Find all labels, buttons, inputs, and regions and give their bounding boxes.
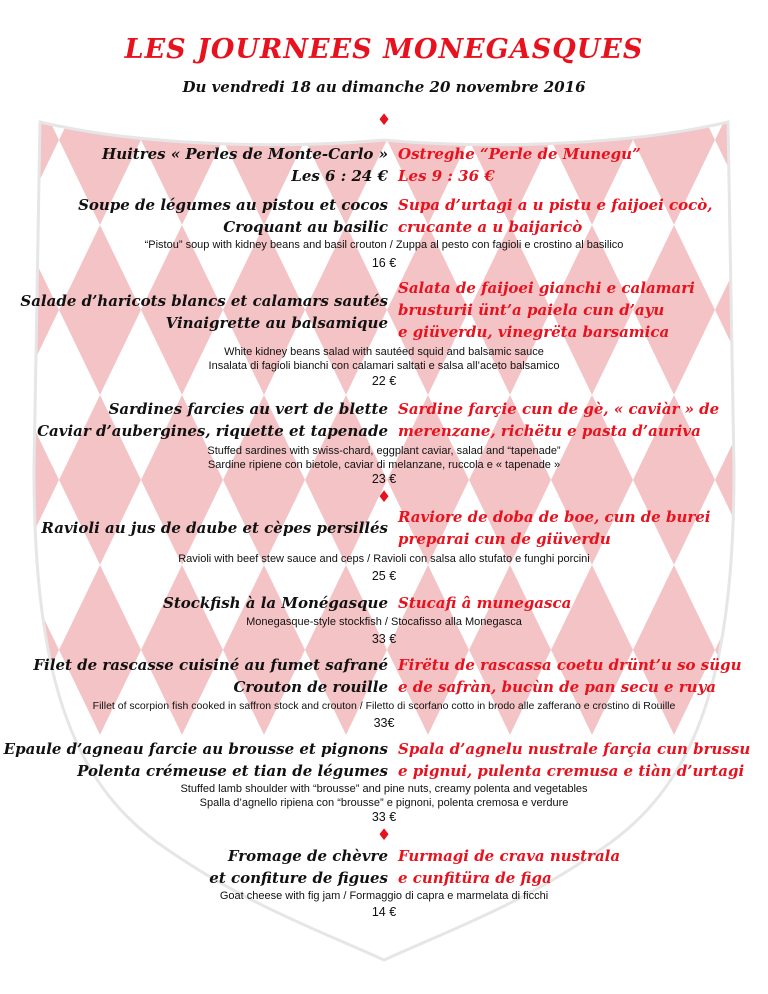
diamond-separator-icon: ♦ <box>376 110 392 129</box>
description-line: Fillet of scorpion fish cooked in saffron stock and crouton / Filetto di scorfano cotto in brodo alle zafferano e crostino di Rouille <box>92 700 676 712</box>
description-line: Stuffed sardines with swiss-chard, eggplant caviar, salad and “tapenade” <box>207 445 561 457</box>
dish-price: 23 € <box>371 472 397 486</box>
french-line: Sardines farcies au vert de blette <box>108 400 388 418</box>
french-name <box>102 143 388 187</box>
monegasque-line: e giüverdu, vinegrëta barsamica <box>398 323 670 341</box>
menu-dates: Du vendredi 18 au dimanche 20 novembre 2016 <box>182 78 586 96</box>
diamond-separator-icon: ♦ <box>376 487 392 506</box>
monegasque-line: Supa d’urtagi a u pistu e faijoei cocò, <box>398 196 713 214</box>
dish-price: 16 € <box>371 256 397 270</box>
french-name <box>33 654 388 698</box>
french-name <box>37 398 388 442</box>
french-name <box>4 738 388 782</box>
french-line: Stockfish à la Monégasque <box>163 594 388 612</box>
dish-price: 33€ <box>373 716 395 730</box>
monegasque-name <box>398 194 713 238</box>
description-line: Goat cheese with fig jam / Formaggio di capra e marmelata di ficchi <box>219 890 549 902</box>
dish-description <box>0 782 768 810</box>
monegasque-line: Firëtu de rascassa coetu drünt’u so sügu <box>398 656 742 674</box>
dish-description <box>0 889 768 903</box>
french-line: Vinaigrette au balsamique <box>165 314 388 332</box>
french-line: Les 6 : 24 € <box>291 167 388 185</box>
monegasque-line: Raviore de doba de boe, cun de burei <box>398 508 711 526</box>
french-line: Croquant au basilic <box>223 218 388 236</box>
dish-price: 22 € <box>371 374 397 388</box>
french-line: Crouton de rouille <box>233 678 388 696</box>
description-line: Stuffed lamb shoulder with “brousse” and pine nuts, creamy polenta and vegetables <box>180 783 588 795</box>
monegasque-line: preparai cun de giüverdu <box>398 530 611 548</box>
monegasque-name <box>398 845 620 889</box>
menu-title: LES JOURNEES MONEGASQUES <box>124 34 644 65</box>
dish-description <box>0 345 768 373</box>
description-line: Insalata di fagioli bianchi con calamari saltati e salsa all’aceto balsamico <box>208 360 560 372</box>
monegasque-line: e de safràn, bucùn de pan secu e ruya <box>398 678 717 696</box>
diamond-separator-icon: ♦ <box>376 825 392 844</box>
monegasque-line: Furmagi de crava nustrala <box>398 847 621 865</box>
monegasque-line: e pignui, pulenta cremusa e tiàn d’urtagi <box>398 762 745 780</box>
monegasque-name <box>398 398 719 442</box>
french-line: Ravioli au jus de daube et cèpes persillés <box>41 519 388 537</box>
monegasque-name <box>398 592 571 614</box>
monegasque-name <box>398 738 750 782</box>
dish-description <box>0 444 768 472</box>
description-line: Spalla d’agnello ripiena con “brousse” e pignoni, polenta cremosa e verdure <box>199 797 569 809</box>
dish-price: 14 € <box>371 905 397 919</box>
dish-description <box>0 699 768 713</box>
monegasque-line: brusturii ünt’a paiela cun d’ayu <box>398 301 665 319</box>
dish-description <box>0 615 768 629</box>
monegasque-name <box>398 654 742 698</box>
french-line: Epaule d’agneau farcie au brousse et pignons <box>3 740 388 758</box>
dish-price: 33 € <box>371 810 397 824</box>
monegasque-line: merenzane, richëtu e pasta d’auriva <box>398 422 701 440</box>
description-line: White kidney beans salad with sautéed squid and balsamic sauce <box>224 346 544 358</box>
french-line: et confiture de figues <box>209 869 388 887</box>
monegasque-line: Spala d’agnelu nustrale farçia cun brussu <box>398 740 751 758</box>
french-name <box>163 592 388 614</box>
french-line: Fromage de chèvre <box>227 847 388 865</box>
french-line: Caviar d’aubergines, riquette et tapenade <box>37 422 388 440</box>
monegasque-name <box>398 506 711 550</box>
french-line: Salade d’haricots blancs et calamars sautés <box>20 292 388 310</box>
monegasque-name <box>398 277 695 343</box>
french-line: Soupe de légumes au pistou et cocos <box>78 196 388 214</box>
french-line: Filet de rascasse cuisiné au fumet safrané <box>33 656 388 674</box>
monegasque-line: Les 9 : 36 € <box>398 167 495 185</box>
dish-description <box>0 552 768 566</box>
french-line: Huitres « Perles de Monte-Carlo » <box>102 145 388 163</box>
description-line: Monegasque-style stockfish / Stocafisso alla Monegasca <box>246 616 522 628</box>
dish-price: 25 € <box>371 569 397 583</box>
dish-description <box>0 238 768 252</box>
monegasque-line: Sardine farçie cun de gè, « caviàr » de <box>398 400 720 418</box>
monegasque-line: crucante a u baijaricò <box>398 218 583 236</box>
monegasque-name <box>398 143 641 187</box>
description-line: Ravioli with beef stew sauce and ceps / Ravioli con salsa allo stufato e funghi porcini <box>178 553 590 565</box>
french-line: Polenta crémeuse et tian de légumes <box>77 762 388 780</box>
description-line: “Pistou” soup with kidney beans and basil crouton / Zuppa al pesto con fagioli e crostino al basilico <box>144 239 624 251</box>
monegasque-line: Ostreghe “Perle de Munegu” <box>398 145 641 163</box>
monegasque-line: Stucafi â munegasca <box>398 594 572 612</box>
description-line: Sardine ripiene con bietole, caviar di melanzane, ruccola e « tapenade » <box>207 459 561 471</box>
monegasque-line: e cunfitüra de figa <box>398 869 552 887</box>
french-name <box>20 290 388 334</box>
french-name <box>78 194 388 238</box>
monegasque-line: Salata de faijoei gianchi e calamari <box>398 279 695 297</box>
dish-price: 33 € <box>371 632 397 646</box>
french-name <box>41 517 388 539</box>
french-name <box>209 845 388 889</box>
